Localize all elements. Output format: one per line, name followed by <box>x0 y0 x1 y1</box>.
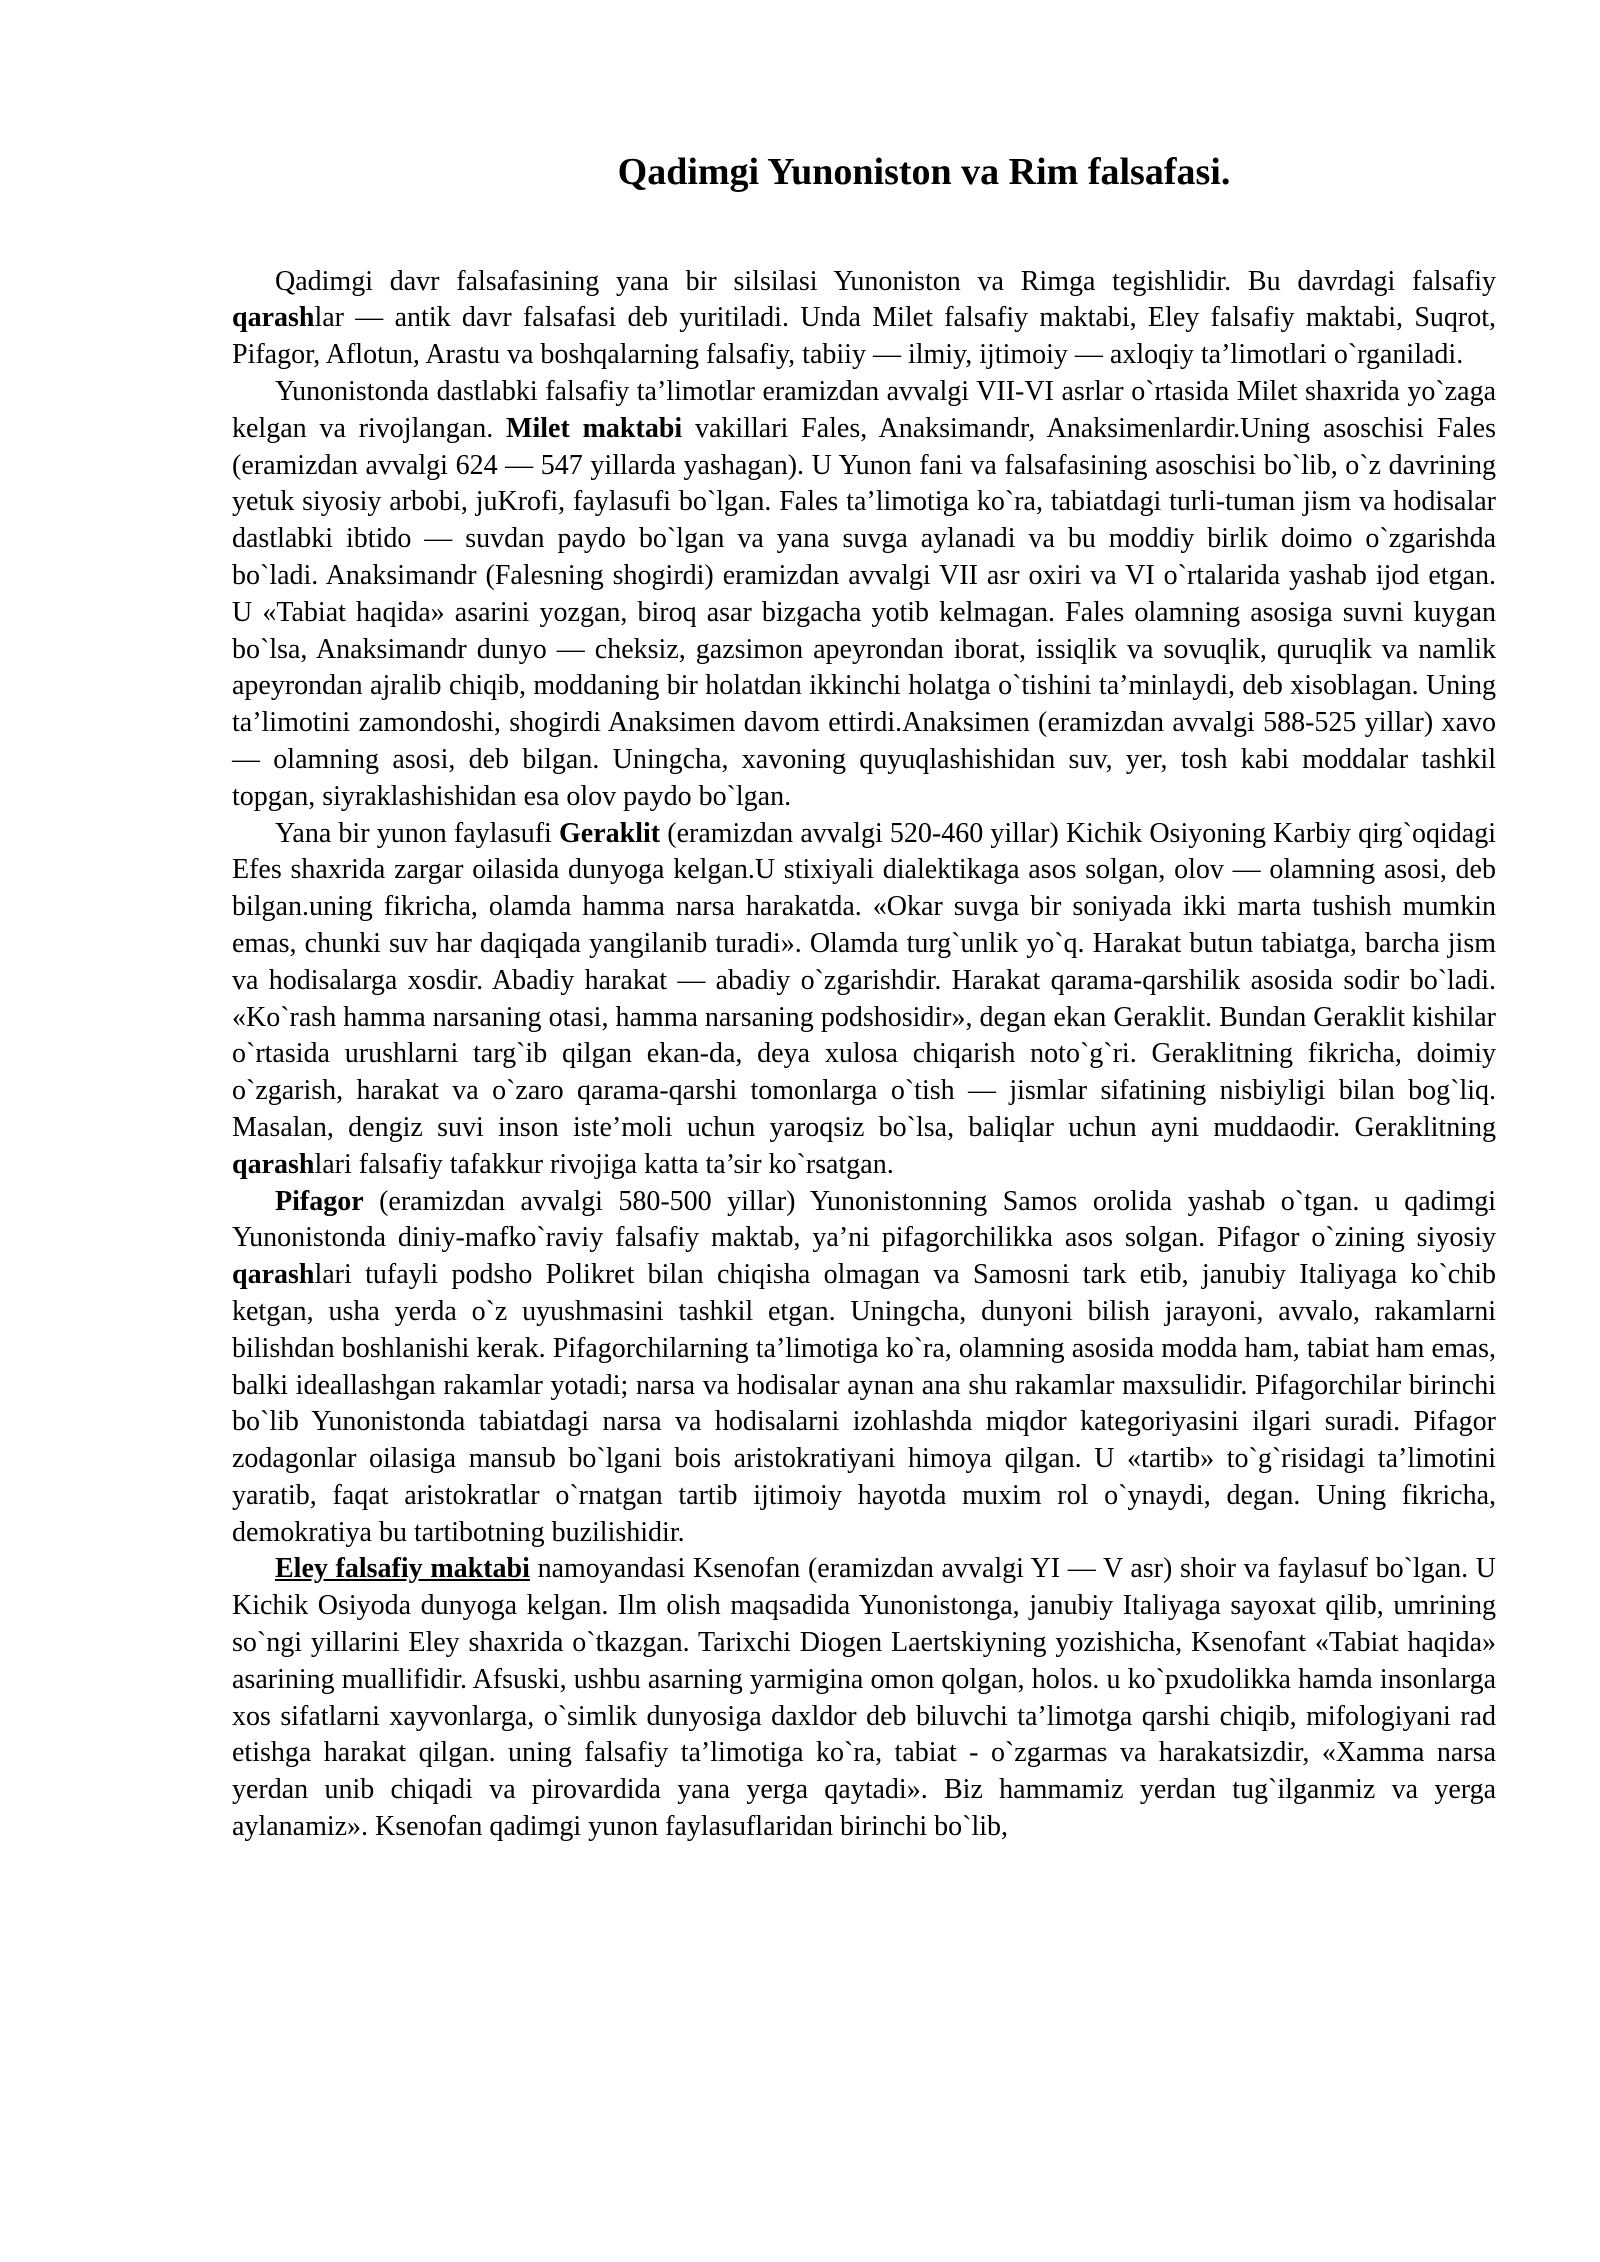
paragraph <box>232 1551 1496 1845</box>
text-run: Qadimgi davr falsafasining yana bir silsilasi Yunoniston va Rimga tegishlidir. Bu davrdagi falsafiy <box>275 265 1496 297</box>
document-body <box>232 264 1496 1846</box>
text-run: lari falsafiy tafakkur rivojiga katta ta’sir ko`rsatgan. <box>314 1148 894 1180</box>
text-run: (eramizdan avvalgi 520-460 yillar) Kichik Osiyoning Karbiy qirg`oqidagi Efes shaxrida zargar oilasida dunyoga kelgan.U stixiyali dialektikaga asos solgan, olov — olamning asosi, deb bilgan.uning fikricha, olamda hamma narsa harakatda. «Okar suvga bir soniyada ikki marta tushish mumkin emas, chunki suv har daqiqada yangilanib turadi». Olamda turg`unlik yo`q. Harakat butun tabiatga, barcha jism va hodisalarga xosdir. Abadiy harakat — abadiy o`zgarishdir. Harakat qarama-qarshilik asosida sodir bo`ladi. «Ko`rash hamma narsaning otasi, hamma narsaning podshosidir», degan ekan Geraklit. Bundan Geraklit kishilar o`rtasida urushlarni targ`ib qilgan ekan-da, deya xulosa chiqarish noto`g`ri. Geraklitning fikricha, doimiy o`zgarish, harakat va o`zaro qarama-qarshi tomonlarga o`tish — jismlar sifatining nisbiyligi bilan bog`liq. Masalan, dengiz suvi inson iste’moli uchun yaroqsiz bo`lsa, baliqlar uchun ayni muddaodir. Geraklitning <box>232 817 1496 1143</box>
bold-term: Pifagor <box>275 1185 364 1217</box>
paragraph <box>232 264 1496 374</box>
bold-term: Geraklit <box>558 817 661 849</box>
text-run: lar — antik davr falsafasi deb yuritiladi. Unda Milet falsafiy maktabi, Eley falsafiy maktabi, Suqrot, Pifagor, Aflotun, Arastu va boshqalarning falsafiy, tabiiy — ilmiy, ijtimoiy — axloqiy ta’limotlari o`rganiladi. <box>232 302 1496 371</box>
document-title: Qadimgi Yunoniston va Rim falsafasi. <box>617 151 1231 193</box>
paragraph <box>232 816 1496 1184</box>
paragraph <box>232 1184 1496 1552</box>
document-page <box>232 150 1496 1846</box>
bold-term: qarash <box>232 1259 315 1291</box>
text-run: Yana bir yunon faylasufi <box>275 817 559 849</box>
text-run: vakillari Fales, Anaksimandr, Anaksimenlardir.Uning asoschisi Fales (eramizdan avvalgi 624 — 547 yillarda yashagan). U Yunon fani va falsafasining asoschisi bo`lib, o`z davrining yetuk siyosiy arbobi, juKrofi, faylasufi bo`lgan. Fales ta’limotiga ko`ra, tabiatdagi turli-tuman jism va hodisalar dastlabki ibtido — suvdan paydo bo`lgan va yana suvga aylanadi va bu moddiy birlik doimo o`zgarishda bo`ladi. Anaksimandr (Falesning shogirdi) eramizdan avvalgi VII asr oxiri va VI o`rtalarida yashab ijod etgan. U «Tabiat haqida» asarini yozgan, biroq asar bizgacha yotib kelmagan. Fales olamning asosiga suvni kuygan bo`lsa, Anaksimandr dunyo — cheksiz, gazsimon apeyrondan iborat, issiqlik va sovuqlik, quruqlik va namlik apeyrondan ajralib chiqib, moddaning bir holatdan ikkinchi holatga o`tishini ta’minlaydi, deb xisoblagan. Uning ta’limotini zamondoshi, shogirdi Anaksimen davom ettirdi.Anaksimen (eramizdan avvalgi 588-525 yillar) xavo — olamning asosi, deb bilgan. Uningcha, xavoning quyuqlashishidan suv, yer, tosh kabi moddalar tashkil topgan, siyraklashishidan esa olov paydo bo`lgan. <box>232 412 1496 812</box>
bold-term: qarash <box>232 1148 315 1180</box>
bold-term: Milet maktabi <box>506 412 683 444</box>
text-run: namoyandasi Ksenofan (eramizdan avvalgi YI — V asr) shoir va faylasuf bo`lgan. U Kichik Osiyoda dunyoga kelgan. Ilm olish maqsadida Yunonistonga, janubiy Italiyaga sayoxat qilib, umrining so`ngi yillarini Eley shaxrida o`tkazgan. Tarixchi Diogen Laertskiyning yozishicha, Ksenofant «Tabiat haqida» asarining muallifidir. Afsuski, ushbu asarning yarmigina omon qolgan, holos. u ko`pxudolikka hamda insonlarga xos sifatlarni xayvonlarga, o`simlik dunyosiga daxldor deb biluvchi ta’limotga qarshi chiqib, mifologiyani rad etishga harakat qilgan. uning falsafiy ta’limotiga ko`ra, tabiat - o`zgarmas va harakatsizdir, «Xamma narsa yerdan unib chiqadi va pirovardida yana yerga qaytadi». Biz hammamiz yerdan tug`ilganmiz va yerga aylanamiz». Ksenofan qadimgi yunon faylasuflaridan birinchi bo`lib, <box>232 1553 1497 1843</box>
bold-term: Eley falsafiy maktabi <box>275 1553 530 1585</box>
text-run: Yunonistonda dastlabki falsafiy ta’limotlar eramizdan avvalgi VII-VI asrlar o`rtasida Milet shaxrida yo`zaga kelgan va rivojlangan. <box>232 375 1496 444</box>
text-run: (eramizdan avvalgi 580-500 yillar) Yunonistonning Samos orolida yashab o`tgan. u qadimgi Yunonistonda diniy-mafko`raviy falsafiy maktab, ya’ni pifagorchilikka asos solgan. Pifagor o`zining siyosiy <box>232 1185 1496 1254</box>
bold-term: qarash <box>232 302 315 334</box>
paragraph <box>232 374 1496 816</box>
text-run: lari tufayli podsho Polikret bilan chiqisha olmagan va Samosni tark etib, janubiy Italiyaga ko`chib ketgan, usha yerda o`z uyushmasini tashkil etgan. Uningcha, dunyoni bilish jarayoni, avvalo, rakamlarni bilishdan boshlanishi kerak. Pifagorchilarning ta’limotiga ko`ra, olamning asosida modda ham, tabiat ham emas, balki ideallashgan rakamlar yotadi; narsa va hodisalar aynan ana shu rakamlar maxsulidir. Pifagorchilar birinchi bo`lib Yunonistonda tabiatdagi narsa va hodisalarni izohlashda miqdor kategoriyasini ilgari suradi. Pifagor zodagonlar oilasiga mansub bo`lgani bois aristokratiyani himoya qilgan. U «tartib» to`g`risidagi ta’limotini yaratib, faqat aristokratlar o`rnatgan tartib ijtimoiy hayotda muxim rol o`ynaydi, degan. Uning fikricha, demokratiya bu tartibotning buzilishidir. <box>232 1259 1496 1548</box>
